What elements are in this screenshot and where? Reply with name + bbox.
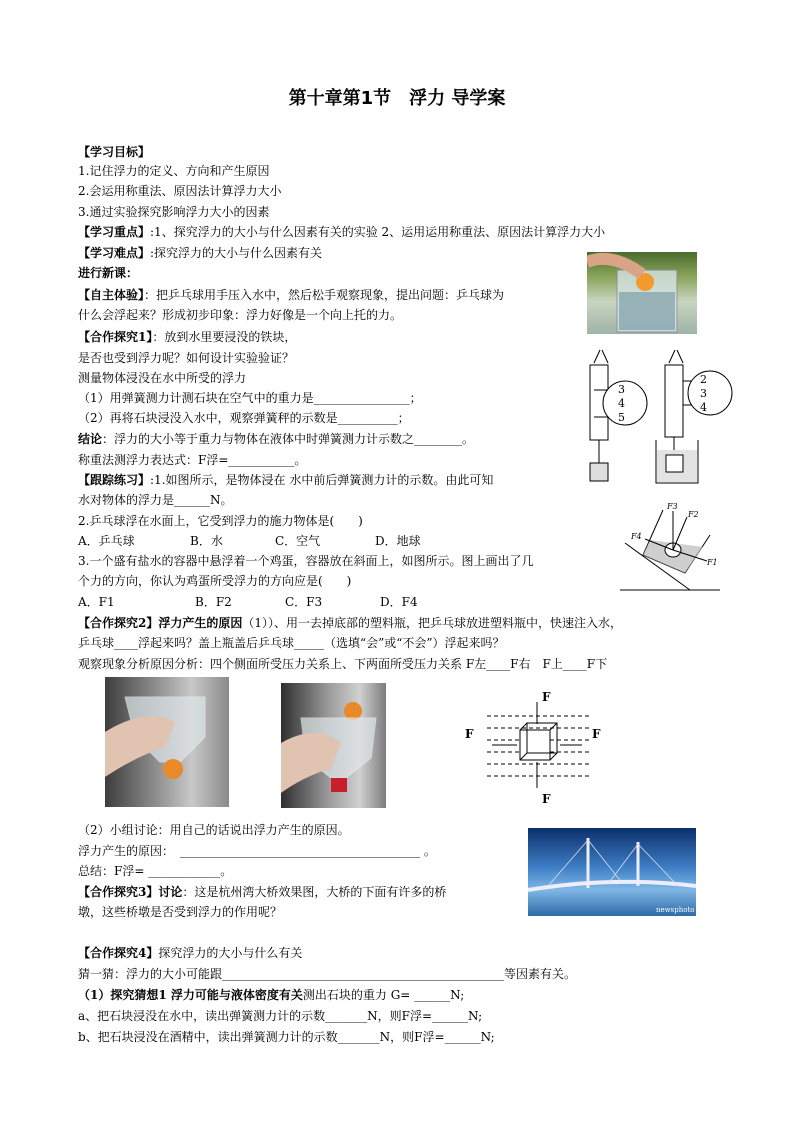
q2: 2.乒乓球浮在水面上，它受到浮力的施力物体是( ) (78, 514, 363, 528)
label-f2: F2 (688, 510, 699, 519)
coop4-line: 【合作探究4】探究浮力的大小与什么有关 (78, 946, 303, 960)
label-f4: F4 (631, 532, 642, 541)
photo-pingpong-beaker (587, 252, 697, 334)
difficulty-label: 【学习难点】 (78, 246, 151, 260)
coop2-line3: 观察现象分析原因分析：四个侧面所受压力关系上、下两面所受压力关系 F左____F右 F上____F下 (78, 657, 608, 671)
page-title: 第十章第1节 浮力 导学案 (288, 88, 506, 109)
q3-line1: 3.一个盛有盐水的容器中悬浮着一个鸡蛋，容器放在斜面上，如图所示。图上画出了几 (78, 554, 534, 568)
goal-item: 3.通过实验探究影响浮力大小的因素 (78, 205, 270, 219)
photo-bridge (528, 828, 696, 916)
q2-option: B．水 (190, 534, 223, 548)
q2-option: C．空气 (275, 534, 321, 548)
q3-option: D．F4 (380, 595, 418, 609)
label-f1: F1 (707, 558, 718, 567)
goal-item: 2.会运用称重法、原因法计算浮力大小 (78, 184, 282, 198)
q2-option: A．乒乓球 (78, 534, 135, 548)
scale-right-3: 3 (700, 387, 707, 400)
force-top: F (542, 690, 551, 704)
coop4-b: b、把石块浸没在酒精中，读出弹簧测力计的示数_______N，则F浮=______N; (78, 1030, 495, 1044)
coop1-line3: 测量物体浸没在水中所受的浮力 (78, 371, 247, 385)
force-left: F (465, 727, 474, 741)
cube-pressure-figure (462, 688, 612, 806)
conclusion: 结论：浮力的大小等于重力与物体在液体中时弹簧测力计示数之________。 (78, 432, 475, 446)
key-text: :1、探究浮力的大小与什么因素有关的实验 2、运用运用称重法、原因法计算浮力大小 (150, 225, 606, 239)
coop2-line4: （2）小组讨论：用自己的话说出浮力产生的原因。 (78, 823, 350, 837)
practice-label: 【跟踪练习】 (78, 473, 151, 487)
scale-right-2: 2 (700, 373, 707, 386)
force-bottom: F (542, 792, 551, 806)
photo-bottle-capped (281, 683, 386, 808)
coop2-label: 【合作探究2】浮力产生的原因 (78, 616, 243, 630)
coop4-h1: （1）探究猜想1 浮力可能与液体密度有关测出石块的重力 G= ______N; (78, 988, 465, 1002)
incline-force-figure (615, 495, 725, 595)
coop3-line2: 墩，这些桥墩是否受到浮力的作用呢？ (78, 905, 283, 919)
photo-caption: newsphoto (656, 906, 695, 914)
coop2-line2: 乒乓球____浮起来吗？盖上瓶盖后乒乓球_____（选填“会”或“不会”）浮起来吗？ (78, 636, 505, 650)
coop3-line1: 【合作探究3】讨论：这是杭州湾大桥效果图，大桥的下面有许多的桥 (78, 885, 447, 899)
q3-option: A．F1 (78, 595, 115, 609)
difficulty-text: :探究浮力的大小与什么因素有关 (150, 246, 323, 260)
self-exp-line2: 什么会浮起来？形成初步印象：浮力好像是一个向上托的力。 (78, 308, 403, 322)
photo-bottle-open (105, 677, 229, 807)
self-exp-line1: 【自主体验】：把乒乓球用手压入水中，然后松手观察现象，提出问题：乒乓球为 (78, 288, 505, 302)
coop1-line4: （1）用弹簧测力计测石块在空气中的重力是________________； (78, 391, 422, 405)
goal-item: 1.记住浮力的定义、方向和产生原因 (78, 164, 270, 178)
force-right: F (592, 727, 601, 741)
spring-scale-figure (580, 345, 740, 485)
scale-left-4: 4 (618, 397, 625, 410)
scale-left-3: 3 (618, 383, 625, 396)
new-lesson: 进行新课： (78, 266, 139, 280)
conclusion-label: 结论 (78, 432, 103, 446)
self-exp-label: 【自主体验】 (78, 288, 145, 302)
q3-line2: 个力的方向，你认为鸡蛋所受浮力的方向应是( ) (78, 574, 352, 588)
coop1-line5: （2）再将石块浸没入水中，观察弹簧秤的示数是__________； (78, 411, 410, 425)
coop4-guess: 猜一猜：浮力的大小可能跟_______________________________________________等因素有关。 (78, 967, 577, 981)
scale-right-4: 4 (700, 401, 707, 414)
formula: 称重法测浮力表达式：F浮=___________。 (78, 453, 307, 467)
coop2-line5: 浮力产生的原因： ________________________________________ 。 (78, 844, 436, 858)
q3-option: B．F2 (195, 595, 232, 609)
q2-option: D．地球 (375, 534, 421, 548)
coop2-line1: 【合作探究2】浮力产生的原因（1））、用一去掉底部的塑料瓶，把乒乓球放进塑料瓶中，快速注入水， (78, 616, 622, 630)
key-points (78, 224, 605, 240)
coop3-label: 【合作探究3】讨论 (78, 885, 183, 899)
practice-line1: 【跟踪练习】:1.如图所示，是物体浸在 水中前后弹簧测力计的示数。由此可知 (78, 473, 494, 487)
coop2-line6: 总结：F浮= ____________。 (78, 864, 233, 878)
scale-left-5: 5 (618, 411, 625, 424)
difficulty (78, 245, 322, 261)
key-label: 【学习重点】 (78, 225, 151, 239)
coop4-a: a、把石块浸没在水中，读出弹簧测力计的示数_______N，则F浮=______N; (78, 1009, 483, 1023)
coop4-label: 【合作探究4】 (78, 946, 159, 960)
q3-option: C．F3 (285, 595, 323, 609)
coop1-label: 【合作探究1】 (78, 330, 153, 344)
coop1-line1: 【合作探究1】：放到水里要浸没的铁块， (78, 330, 297, 344)
goals-heading: 【学习目标】 (78, 145, 151, 159)
coop1-line2: 是否也受到浮力呢？如何设计实验验证？ (78, 351, 295, 365)
practice-line2: 水对物体的浮力是______N。 (78, 493, 233, 507)
label-f3: F3 (667, 502, 678, 511)
